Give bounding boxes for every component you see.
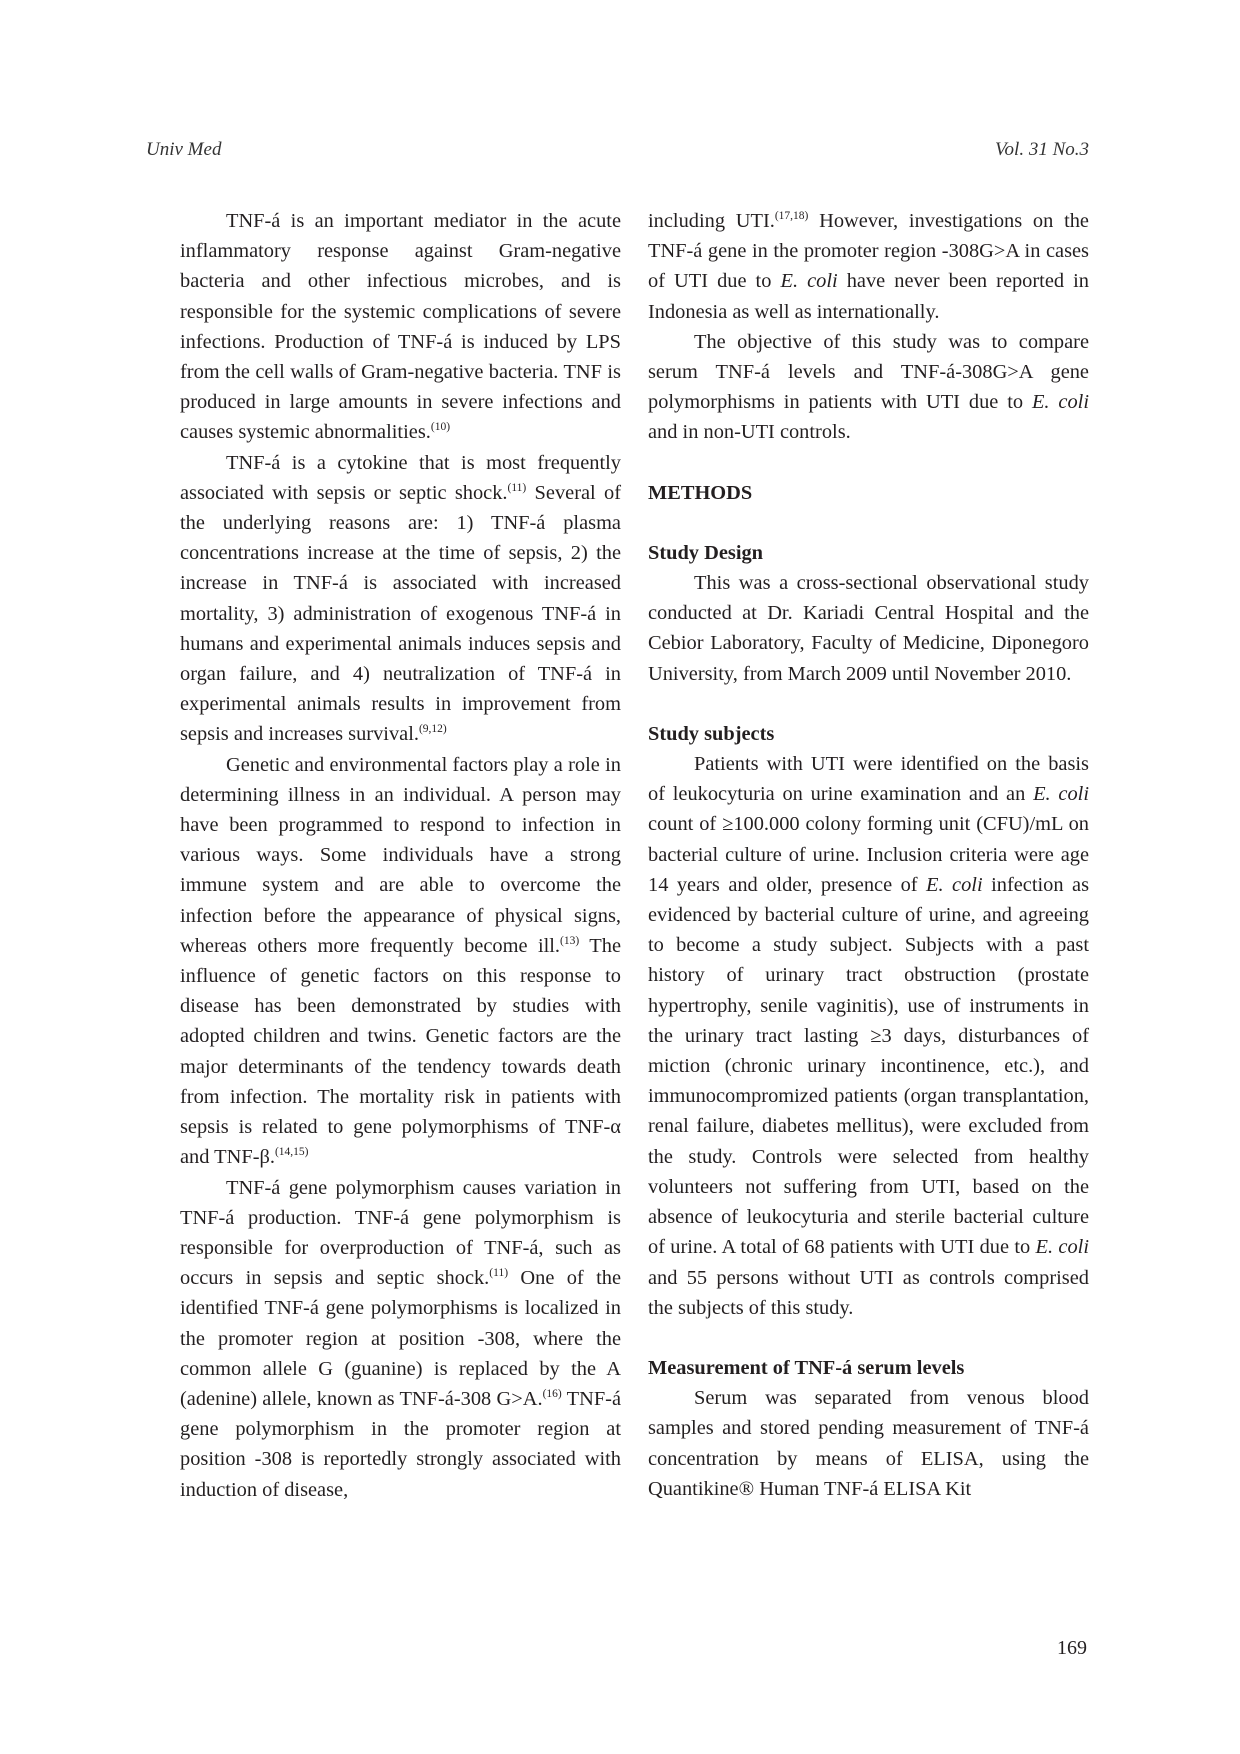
subheading-study-design: Study Design bbox=[648, 541, 764, 564]
citation: (11) bbox=[489, 1267, 509, 1280]
paragraph: Serum was separated from venous blood samples and stored pending measurement of TNF-á concentration by means of ELISA, using the Quantikine® Human TNF-á ELISA Kit bbox=[648, 1387, 1089, 1500]
subheading-measurement: Measurement of TNF-á serum levels bbox=[648, 1356, 965, 1379]
citation: (9,12) bbox=[418, 723, 447, 736]
paragraph: This was a cross-sectional observational study conducted at Dr. Kariadi Central Hospital and the Cebior Laboratory, Faculty of Medicine, Diponegoro University, from March 2009 until November 2010. bbox=[648, 572, 1089, 685]
subheading-study-subjects: Study subjects bbox=[648, 722, 775, 745]
citation: (14,15) bbox=[274, 1146, 309, 1159]
paragraph: The objective of this study was to compare serum TNF-á levels and TNF-á-308G>A gene polymorphisms in patients with UTI due to E. coli and in non-UTI controls. bbox=[648, 330, 1089, 444]
volume-issue: Vol. 31 No.3 bbox=[995, 139, 1089, 160]
citation: (11) bbox=[507, 481, 527, 494]
paragraph: TNF-á is an important mediator in the acute inflammatory response against Gram-negative bacteria and other infectious microbes, and is responsible for the systemic complications of severe infections. Production of TNF-á is induced by LPS from the cell walls of Gram-negative bacteria. TNF is produced in large amounts in severe infections and causes systemic abnormalities.$^{(10)}$ bbox=[180, 210, 621, 444]
paragraph: Genetic and environmental factors play a role in determining illness in an individual. A person may have been programmed to respond to infection in various ways. Some individuals have a strong immune system and are able to overcome the infection before the appearance of physical signs, whereas others more frequently become ill.$^{(13)}$ The influence of genetic factors on this response to disease has been demonstrated by studies with adopted children and twins. Genetic factors are the major determinants of the tendency towards death from infection. The mortality risk in patients with sepsis is related to gene polymorphisms of TNF-α and TNF-β.$^{(14,15)}$ bbox=[180, 753, 621, 1169]
paragraph: Patients with UTI were identified on the basis of leukocyturia on urine examination and an E. coli count of ≥100.000 colony forming unit (CFU)/mL on bacterial culture of urine. Inclusion criteria were age 14 years and older, presence of E. coli infection as evidenced by bacterial culture of urine, and agreeing to become a study subject. Subjects with a past history of urinary tract obstruction (prostate hypertrophy, senile vaginitis), use of instruments in the urinary tract lasting ≥3 days, disturbances of miction (chronic urinary incontinence, etc.), and immunocompromized patients (organ transplantation, renal failure, diabetes mellitus), were excluded from the study. Controls were selected from healthy volunteers not suffering from UTI, based on the absence of leukocyturia and sterile bacterial culture of urine. A total of 68 patients with UTI due to E. coli and 55 persons without UTI as controls comprised the subjects of this study. bbox=[648, 753, 1090, 1319]
citation: (10) bbox=[430, 421, 451, 434]
paragraph: TNF-á gene polymorphism causes variation in TNF-á production. TNF-á gene polymorphism is responsible for overproduction of TNF-á, such as occurs in sepsis and septic shock.$^{(11)}$ One of the identified TNF-á gene polymorphisms is localized in the promoter region at position -308, where the common allele G (guanine) is replaced by the A (adenine) allele, known as TNF-á-308 G>A.$^{(16)}$ TNF-á gene polymorphism in the promoter region at position -308 is reportedly strongly associated with induction of disease, bbox=[180, 1176, 622, 1501]
journal-name: Univ Med bbox=[146, 139, 222, 160]
paragraph: including UTI.$^{(17,18)}$ However, investigations on the TNF-á gene in the promoter region -308G>A in cases of UTI due to E. coli have never been reported in Indonesia as well as internationally. bbox=[648, 210, 1089, 323]
page-number: 169 bbox=[1057, 1637, 1087, 1659]
section-heading-methods: METHODS bbox=[648, 481, 753, 504]
right-column bbox=[648, 206, 1089, 1504]
citation: (17,18) bbox=[774, 210, 809, 222]
paragraph: TNF-á is a cytokine that is most frequently associated with sepsis or septic shock.$^{(11)}$ Several of the underlying reasons are: 1) TNF-á plasma concentrations increase at the time of sepsis, 2) the increase in TNF-á is associated with increased mortality, 3) administration of exogenous TNF-á in humans and experimental animals induces sepsis and organ failure, and 4) neutralization of TNF-á in experimental animals results in improvement from sepsis and increases survival.$^{(9,12)}$ bbox=[180, 451, 621, 746]
citation: (16) bbox=[542, 1387, 562, 1400]
citation: (13) bbox=[560, 934, 580, 947]
left-column bbox=[180, 206, 621, 1505]
